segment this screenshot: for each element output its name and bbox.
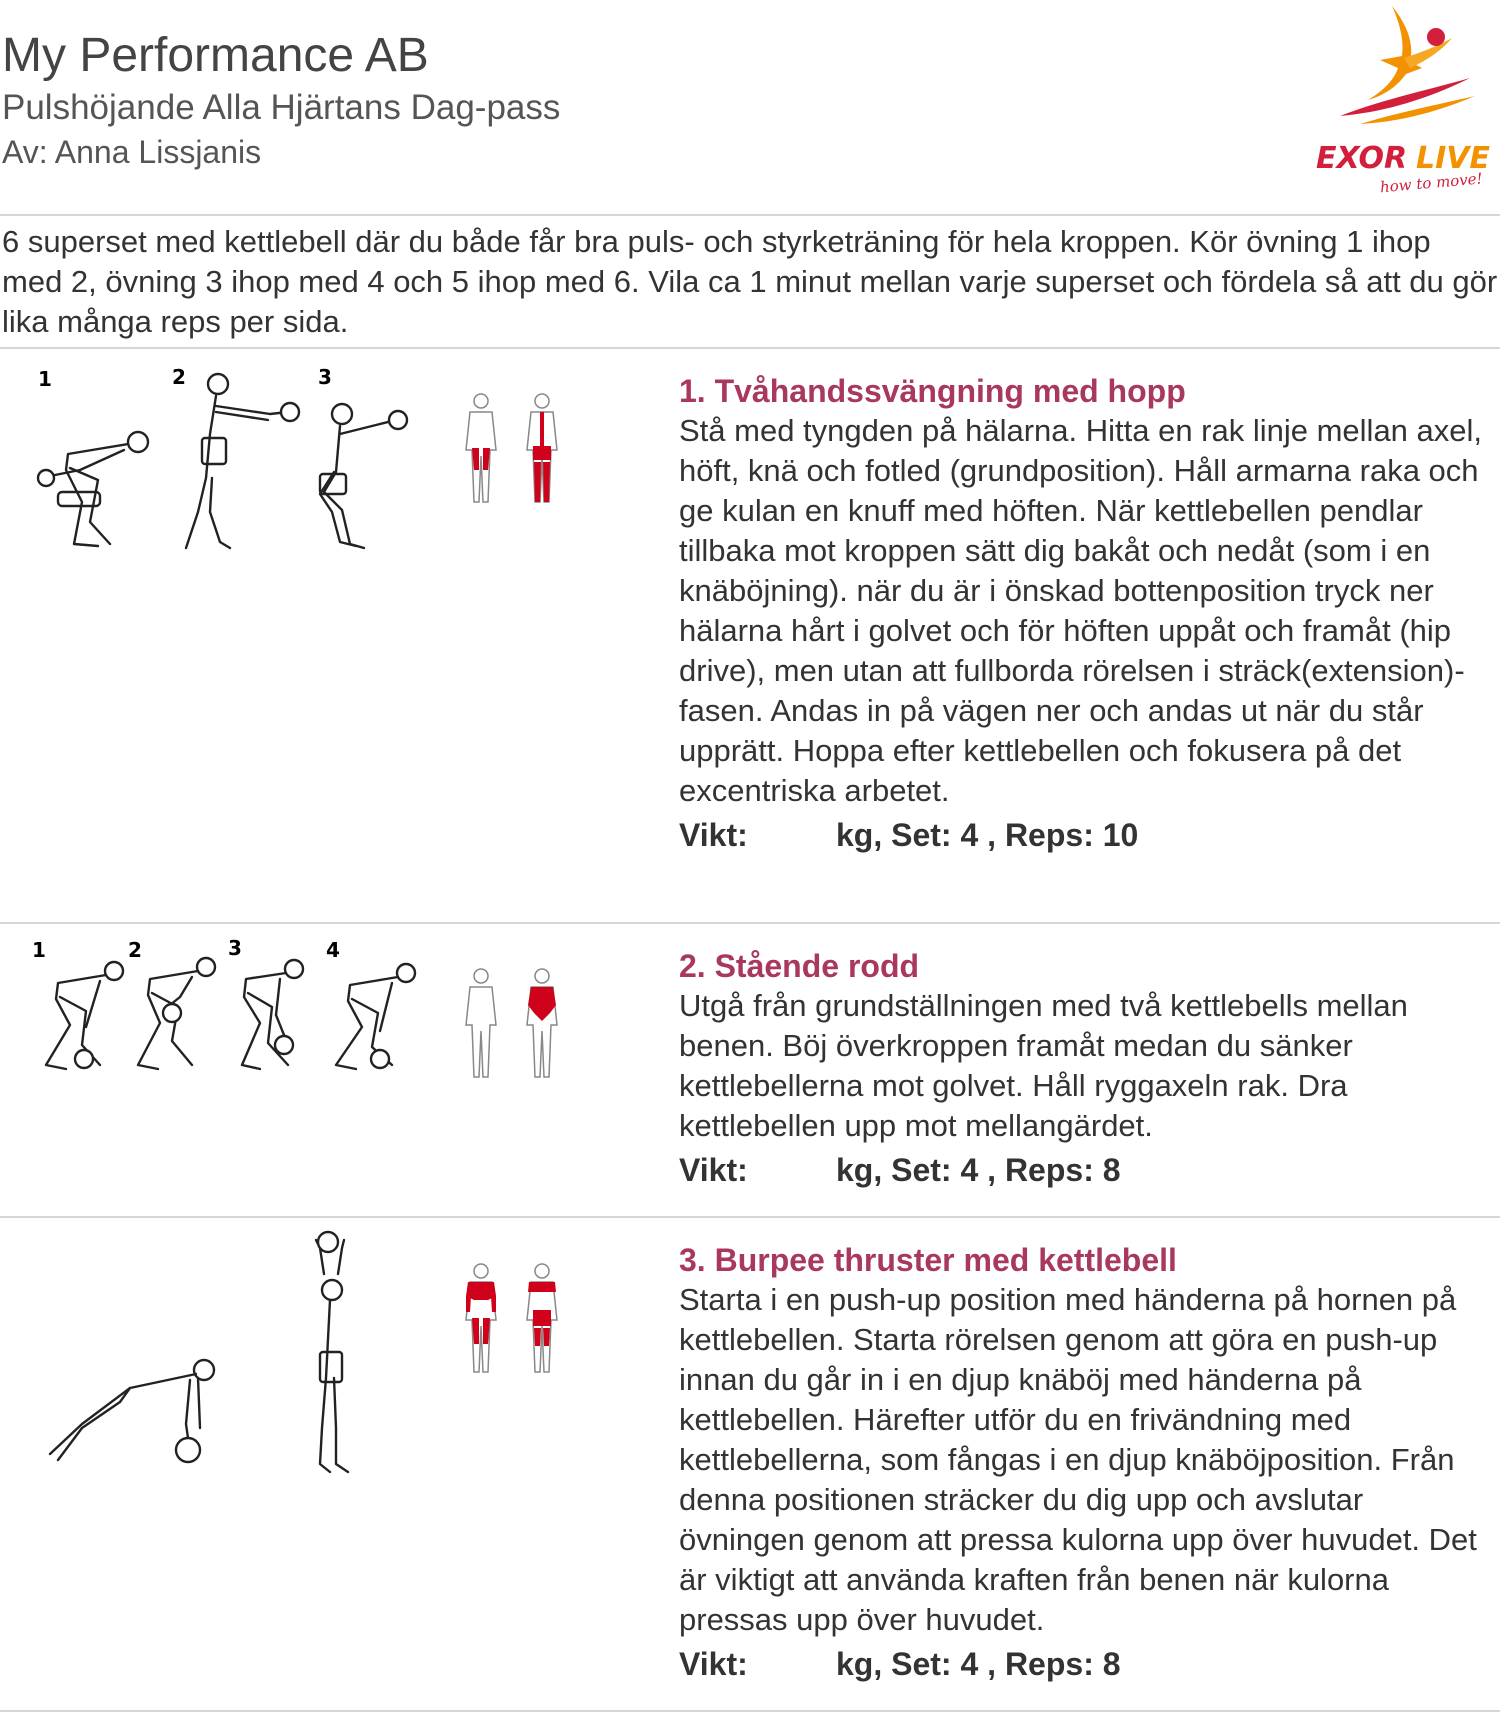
- logo-brand-exor: EXOR: [1316, 141, 1408, 176]
- exercise-title: 3. Burpee thruster med kettlebell: [679, 1242, 1177, 1278]
- page-header: [0, 0, 1500, 215]
- body-front-icon: [466, 1264, 496, 1372]
- exercise-params: [679, 815, 1497, 855]
- exercise-2-muscle-map: [452, 965, 577, 1085]
- divider: [0, 922, 1500, 924]
- figure-press: [316, 1240, 348, 1472]
- divider: [0, 1216, 1500, 1218]
- exercise-title: 2. Stående rodd: [679, 948, 920, 984]
- weight-label: Vikt:: [679, 1152, 748, 1188]
- exercise-title: 1. Tvåhandssvängning med hopp: [679, 373, 1186, 409]
- divider: [0, 347, 1500, 349]
- weight-label: Vikt:: [679, 817, 748, 853]
- step-number: 2: [172, 365, 186, 389]
- figure-step-3: [320, 404, 396, 548]
- step-number: 3: [318, 365, 332, 389]
- params-value: kg, Set: 4 , Reps: 8: [836, 1152, 1121, 1188]
- exorlive-logo: [1310, 4, 1500, 196]
- figure-step-2: [186, 374, 288, 548]
- divider: [0, 1710, 1500, 1712]
- step-number: 3: [228, 936, 242, 960]
- exercise-description: Stå med tyngden på hälarna. Hitta en rak linje mellan axel, höft, knä och fotled (grundposition). Håll armarna raka och ge kulan en knuff med höften. När kettlebellen pendlar tillbaka mot kroppen sätt dig bakåt och nedåt (som i en knäböjning). när du är i önskad bottenposition tryck ner hälarna hårt i golvet och för höften uppåt och framåt (hip drive), men utan att fullborda rörelsen i sträck(extension)-fasen. Andas in på vägen ner och andas ut när du står upprätt. Hoppa efter kettlebellen och fokusera på det excentriska arbetet.: [679, 413, 1483, 808]
- divider: [0, 214, 1500, 216]
- body-front-icon: [466, 969, 496, 1077]
- exercise-3-text: [679, 1240, 1497, 1684]
- exercise-2-text: [679, 946, 1497, 1190]
- body-back-icon: [527, 394, 557, 502]
- logo-tagline: how to move!: [1379, 169, 1484, 196]
- program-title: Pulshöjande Alla Hjärtans Dag-pass: [2, 88, 561, 127]
- exercise-description: Utgå från grundställningen med två kettlebells mellan benen. Böj överkroppen framåt medan du sänker kettlebellerna mot golvet. Håll ryggaxeln rak. Dra kettlebellen upp mot mellangärdet.: [679, 988, 1408, 1143]
- exercise-params: [679, 1150, 1497, 1190]
- step-number: 1: [38, 367, 52, 391]
- program-author: Av: Anna Lissjanis: [2, 134, 262, 170]
- company-name: My Performance AB: [2, 29, 429, 82]
- step-number: 2: [128, 938, 142, 962]
- program-intro: 6 superset med kettlebell där du både får bra puls- och styrketräning för hela kroppen. Kör övning 1 ihop med 2, övning 3 ihop med 4 och 5 ihop med 6. Vila ca 1 minut mellan varje superset och fördela så att du gör lika många reps per sida.: [2, 224, 1498, 339]
- exercise-1-muscle-map: [452, 390, 577, 510]
- step-number: 1: [32, 938, 46, 962]
- params-value: kg, Set: 4 , Reps: 8: [836, 1646, 1121, 1682]
- weight-label: Vikt:: [679, 1646, 748, 1682]
- exercise-3-muscle-map: [452, 1260, 577, 1380]
- params-value: kg, Set: 4 , Reps: 10: [836, 817, 1139, 853]
- figure-row-3: [242, 960, 303, 1069]
- body-front-icon: [466, 394, 496, 502]
- logo-brand-live: LIVE: [1416, 141, 1490, 176]
- exercise-1-illustration: [20, 362, 430, 572]
- exercise-3-illustration: [20, 1228, 430, 1488]
- body-back-icon: [527, 1264, 557, 1372]
- figure-step-1: [50, 432, 148, 546]
- exercise-2-illustration: [20, 935, 430, 1095]
- body-back-icon: [527, 969, 557, 1077]
- exercise-params: [679, 1644, 1497, 1684]
- step-number: 4: [326, 938, 340, 962]
- exercise-1-text: [679, 371, 1497, 855]
- exercise-description: Starta i en push-up position med händerna på hornen på kettlebellen. Starta rörelsen genom att göra en push-up innan du går in i en djup knäböj med händerna på kettlebellen. Härefter utför du en frivändning med kettlebellerna, som fångas i en djup knäböjposition. Från denna positionen sträcker du dig upp och avslutar övningen genom att pressa kulorna upp över huvudet. Det är viktigt att använda kraften från benen när kulorna pressas upp över huvudet.: [679, 1282, 1477, 1637]
